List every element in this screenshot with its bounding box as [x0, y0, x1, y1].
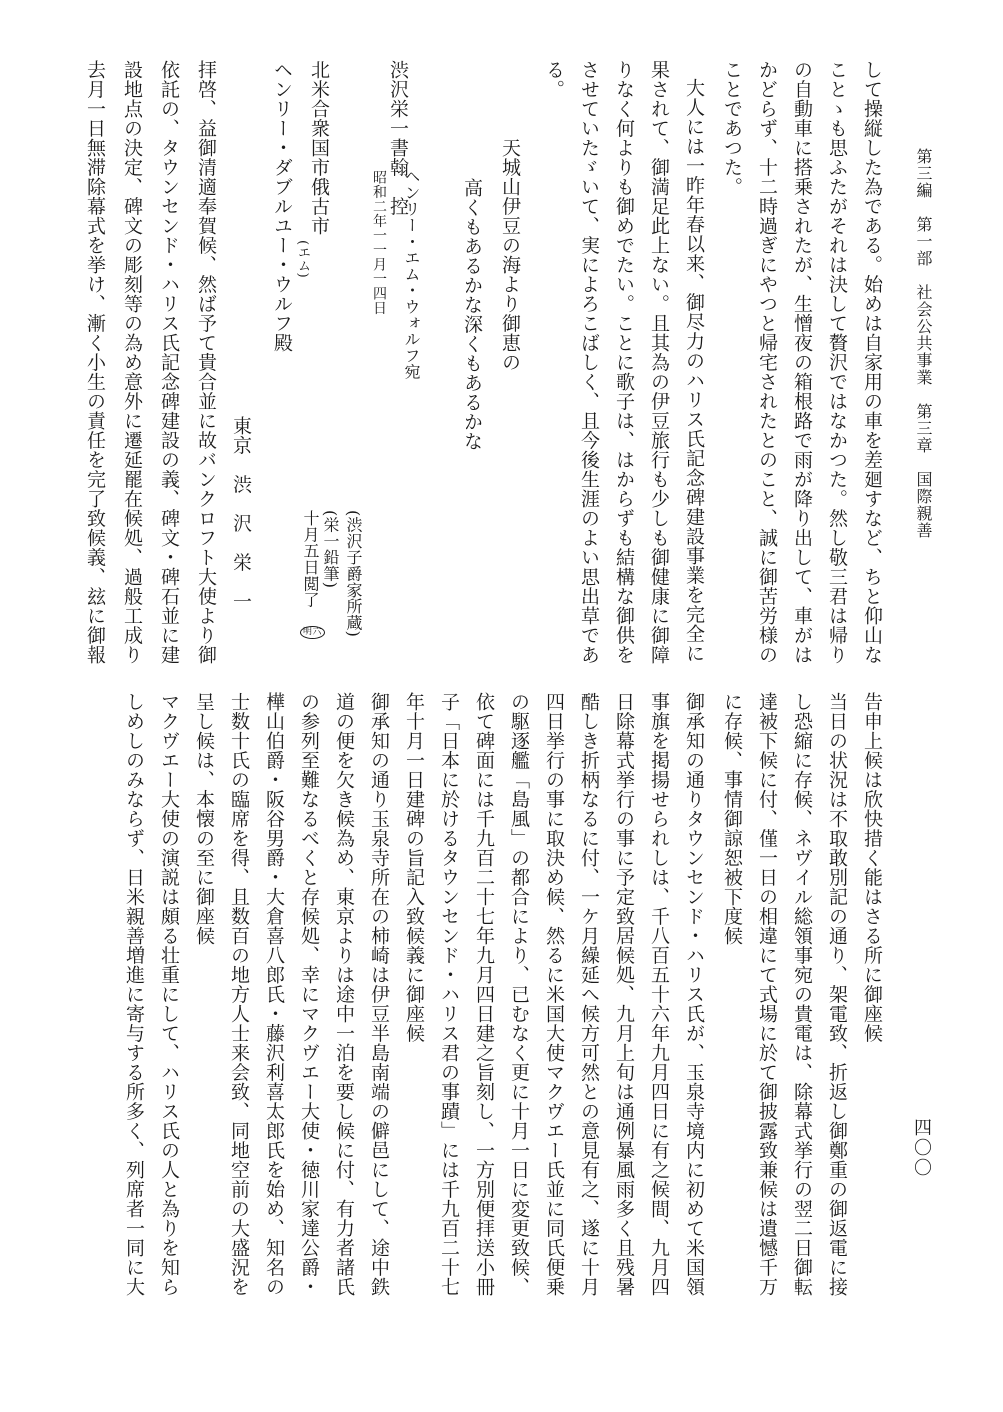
lower-col-4: 達被下候に付、僅一日の相違にて式場に於て御披露致兼候は遺憾千万 — [756, 692, 778, 1297]
page-number: 四〇〇 — [911, 1118, 932, 1178]
document-badge — [300, 622, 325, 639]
lower-col-8: 日除幕式挙行の事に予定致居候処、九月上旬は通例暴風雨多く且残暑 — [613, 692, 635, 1297]
upper-col-4: かどらず、十二時過ぎにやつと帰宅されたとのこと、誠に御苦労様の — [756, 60, 778, 665]
lower-col-7: 事旗を掲揚せられしは、千八百五十六年九月四日に有之候間、九月四 — [648, 692, 670, 1297]
lower-col-1: 告申上候は欣快措く能はさる所に御座候 — [861, 692, 883, 1043]
letter-col-1: 拝啓、益御清適奉賀候、然ば予て貴合並に故バンクロフト大使より御 — [195, 60, 217, 665]
upper-col-3: の自動車に搭乗されたが、生憎夜の箱根路で雨が降り出して、車がは — [791, 60, 813, 665]
lower-col-18: 樺山伯爵・阪谷男爵・大倉喜八郎氏・藤沢利喜太郎氏を始め、知名の — [263, 692, 285, 1297]
upper-col-1: して操縦した為である。始めは自家用の車を差廻すなど、ちと仰山な — [861, 60, 883, 665]
recipient-name: ヘンリー・ダブルユー・ウルフ殿 — [271, 60, 293, 353]
addressee: ヘンリー・エム・ウォルフ宛 — [402, 168, 421, 380]
lower-col-13: 子「日本に於けるタウンセンド・ハリス君の事蹟」には千九百二十七 — [438, 692, 460, 1297]
sender: 東京 渋 沢 栄 一 — [230, 416, 252, 611]
upper-col-9: させていたゞいて、実によろこばしく、且今後生涯のよい思出草であ — [578, 60, 600, 665]
lower-col-10: 四日挙行の事に取決め候、然るに米国大使マクヴエー氏並に同氏便乗 — [543, 692, 565, 1297]
lower-col-21: マクヴエー大使の演説は頗る壮重にして、ハリス氏の人と為りを知ら — [158, 692, 180, 1297]
poem-line-2: 高くもあるかな深くもあるかな — [461, 178, 483, 451]
lower-col-5: に存候、事情御諒恕被下度候 — [721, 692, 743, 946]
letter-date: 昭和二年一一月一四日 — [371, 170, 387, 315]
letter-col-4: 去月一日無滞除幕式を挙け、漸く小生の責任を完了致候義、玆に御報 — [84, 60, 106, 665]
lower-col-20: 呈し候は、本懐の至に御座候 — [193, 692, 215, 946]
badge-label: 明六 — [300, 626, 325, 639]
recipient-place: 北米合衆国市俄古市 — [308, 60, 330, 236]
closing-date: 十月五日閲了 — [301, 510, 320, 608]
lower-col-17: の参列至難なるべくと存候処、幸にマクヴエー大使・徳川家達公爵・ — [298, 692, 320, 1297]
letter-col-2: 依託の、タウンセンド・ハリス氏記念碑建設の義、碑文・碑石並に建 — [158, 60, 180, 665]
lower-col-14: 年十月一日建碑の旨記入致候義に御座候 — [403, 692, 425, 1043]
recipient-ruby: (エム) — [295, 240, 310, 279]
source-sub: (栄一鉛筆) — [321, 510, 340, 589]
letter-col-3: 設地点の決定、碑文の彫刻等の為め意外に遷延罷在候処、過般工成り — [121, 60, 143, 665]
upper-col-2: ことゝも思ふたがそれは決して贅沢ではなかつた。然し敬三君は帰り — [826, 60, 848, 665]
lower-col-3: し恐縮に存候、ネヴイル総領事宛の貴電は、除幕式挙行の翌二日御転 — [791, 692, 813, 1297]
lower-col-16: 道の便を欠き候為め、東京よりは途中一泊を要し候に付、有力者諸氏 — [333, 692, 355, 1297]
poem-line-1: 天城山伊豆の海より御恵の — [499, 138, 521, 372]
upper-col-10: る。 — [543, 60, 565, 99]
lower-col-9: 酷しき折柄なるに付、一ケ月繰延へ候方可然との意見有之、遂に十月 — [578, 692, 600, 1297]
lower-col-15: 御承知の通り玉泉寺所在の柿崎は伊豆半島南端の僻邑にして、途中鉄 — [368, 692, 390, 1297]
lower-col-12: 依て碑面には千九百二十七年九月四日建之旨刻し、一方別便拝送小冊 — [473, 692, 495, 1297]
upper-col-8: りなく何よりも御めでたい。ことに歌子は、はからずも結構な御供を — [613, 60, 635, 665]
upper-col-5: ことであつた。 — [721, 60, 743, 197]
lower-col-11: の駆逐艦「島風」の都合により、已むなく更に十月一日に変更致候、 — [508, 692, 530, 1297]
source-label: (渋沢子爵家所蔵) — [344, 510, 363, 638]
lower-col-6: 御承知の通りタウンセンド・ハリス氏が、玉泉寺境内に初めて米国領 — [683, 692, 705, 1297]
lower-col-19: 士数十氏の臨席を得、且数百の地方人士来会致、同地空前の大盛況を — [228, 692, 250, 1297]
upper-col-7: 果されて、御満足此上ない。且其為の伊豆旅行も少しも御健康に御障 — [648, 60, 670, 665]
letter-title: 渋沢栄一書翰 控 — [387, 60, 409, 216]
lower-col-2: 当日の状況は不取敢別記の通り、架電致、折返し御鄭重の御返電に接 — [826, 692, 848, 1297]
lower-col-22: しめしのみならず、日米親善増進に寄与する所多く、列席者一同に大 — [123, 692, 145, 1297]
upper-col-6: 大人には一昨年春以来、御尽力のハリス氏記念碑建設事業を完全に — [683, 78, 705, 663]
running-header: 第三編 第一部 社会公共事業 第三章 国際親善 — [914, 148, 933, 539]
